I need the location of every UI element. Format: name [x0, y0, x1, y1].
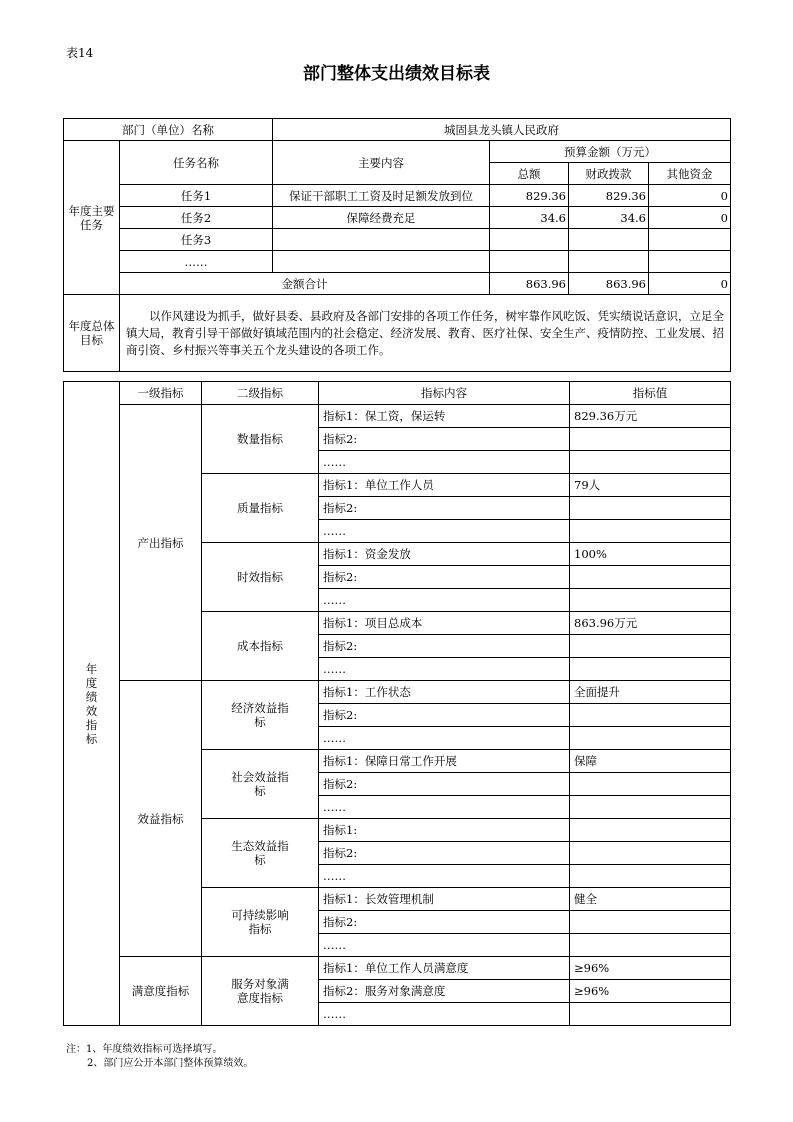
indicator-value: [570, 428, 731, 451]
indicator-content: 指标2:: [319, 911, 570, 934]
indicator-content: 指标1：工作状态: [319, 681, 570, 704]
indicator-value: 全面提升: [570, 681, 731, 704]
indicator-content: 指标2:: [319, 773, 570, 796]
indicator-value: [570, 520, 731, 543]
indicator-value: [570, 727, 731, 750]
task-content: 保证干部职工工资及时足额发放到位: [273, 185, 490, 207]
indicator-content: 指标2:: [319, 428, 570, 451]
indicator-value: [570, 1003, 731, 1026]
indicator-value: 829.36万元: [570, 405, 731, 428]
indicator-value: [570, 796, 731, 819]
indicator-content: ……: [319, 658, 570, 681]
indicator-value: 100%: [570, 543, 731, 566]
annual-tasks-label: 年度主要任务: [64, 141, 120, 295]
indicator-content: 指标2：服务对象满意度: [319, 980, 570, 1003]
overall-text: 以作风建设为抓手，做好县委、县政府及各部门安排的各项工作任务，树牢靠作风吃饭、凭实绩说话意识，立足全镇大局，教育引导干部做好镇域范围内的社会稳定、经济发展、教育、医疗社保、安全生产、疫情防控、工业发展、招商引资、乡村振兴等事关五个龙头建设的各项工作。: [120, 295, 731, 372]
indicator-content: ……: [319, 865, 570, 888]
perf-header-level2: 二级指标: [202, 382, 319, 405]
indicator-value: [570, 819, 731, 842]
indicator-value: [570, 566, 731, 589]
level1-indicator: 效益指标: [120, 681, 202, 957]
task-fiscal: 829.36: [569, 185, 649, 207]
indicator-value: [570, 497, 731, 520]
task-fiscal: [569, 229, 649, 251]
level2-indicator: 服务对象满意度指标: [202, 957, 319, 1026]
budget-header: 预算金额（万元）: [490, 141, 731, 163]
indicator-value: [570, 842, 731, 865]
indicator-value: [570, 911, 731, 934]
indicator-content: 指标1：保工资，保运转: [319, 405, 570, 428]
perf-header-level1: 一级指标: [120, 382, 202, 405]
indicator-value: ≥96%: [570, 980, 731, 1003]
indicator-value: ≥96%: [570, 957, 731, 980]
indicator-value: [570, 658, 731, 681]
sum-other: 0: [649, 273, 731, 295]
indicator-content: ……: [319, 796, 570, 819]
sum-row: [64, 273, 731, 295]
task-fiscal: [569, 251, 649, 273]
page-title: 部门整体支出绩效目标表: [303, 64, 490, 84]
main-content-header: 主要内容: [273, 141, 490, 185]
indicator-content: ……: [319, 727, 570, 750]
indicator-content: ……: [319, 589, 570, 612]
indicator-value: [570, 589, 731, 612]
indicator-content: ……: [319, 520, 570, 543]
indicator-value: [570, 934, 731, 957]
indicator-content: ……: [319, 1003, 570, 1026]
level1-indicator: 产出指标: [120, 405, 202, 681]
task-other: [649, 251, 731, 273]
indicator-value: [570, 451, 731, 474]
table-number: 表14: [66, 46, 94, 60]
level2-indicator: 可持续影响指标: [202, 888, 319, 957]
task-total: [490, 229, 569, 251]
budget-col-total: 总额: [490, 163, 569, 185]
level2-indicator: 质量指标: [202, 474, 319, 543]
budget-table: [63, 118, 731, 372]
task-total: [490, 251, 569, 273]
indicator-content: 指标2:: [319, 842, 570, 865]
task-other: [649, 229, 731, 251]
level2-indicator: 经济效益指标: [202, 681, 319, 750]
task-row: [64, 207, 731, 229]
indicator-content: 指标1：资金发放: [319, 543, 570, 566]
sum-total: 863.96: [490, 273, 569, 295]
task-name: 任务1: [120, 185, 273, 207]
indicator-value: 保障: [570, 750, 731, 773]
indicator-value: 健全: [570, 888, 731, 911]
budget-col-fiscal: 财政拨款: [569, 163, 649, 185]
indicator-content: 指标2:: [319, 635, 570, 658]
task-content: 保障经费充足: [273, 207, 490, 229]
level2-indicator: 生态效益指标: [202, 819, 319, 888]
perf-label: 年度绩效指标: [64, 382, 120, 1026]
task-name: ……: [120, 251, 273, 273]
performance-table: [63, 381, 731, 1026]
indicator-content: 指标1：保障日常工作开展: [319, 750, 570, 773]
budget-col-other: 其他资金: [649, 163, 731, 185]
indicator-value: [570, 865, 731, 888]
indicator-value: [570, 704, 731, 727]
level2-indicator: 社会效益指标: [202, 750, 319, 819]
task-row: [64, 229, 731, 251]
level2-indicator: 成本指标: [202, 612, 319, 681]
indicator-content: ……: [319, 451, 570, 474]
task-row: [64, 251, 731, 273]
task-other: 0: [649, 185, 731, 207]
indicator-row: [64, 405, 731, 428]
task-total: 34.6: [490, 207, 569, 229]
indicator-content: 指标2:: [319, 566, 570, 589]
task-name: 任务3: [120, 229, 273, 251]
indicator-content: 指标1:: [319, 819, 570, 842]
task-name: 任务2: [120, 207, 273, 229]
perf-header-content: 指标内容: [319, 382, 570, 405]
task-fiscal: 34.6: [569, 207, 649, 229]
indicator-content: 指标1：单位工作人员: [319, 474, 570, 497]
indicator-row: [64, 681, 731, 704]
indicator-value: [570, 635, 731, 658]
sum-label: 金额合计: [120, 273, 490, 295]
indicator-content: 指标1：单位工作人员满意度: [319, 957, 570, 980]
indicator-content: 指标1：项目总成本: [319, 612, 570, 635]
indicator-value: 863.96万元: [570, 612, 731, 635]
task-other: 0: [649, 207, 731, 229]
task-content: [273, 251, 490, 273]
level2-indicator: 时效指标: [202, 543, 319, 612]
footnote: 注：1、年度绩效指标可选择填写。: [66, 1044, 223, 1055]
overall-label: 年度总体目标: [64, 295, 120, 372]
indicator-row: [64, 957, 731, 980]
indicator-content: 指标2:: [319, 497, 570, 520]
task-content: [273, 229, 490, 251]
level2-indicator: 数量指标: [202, 405, 319, 474]
indicator-content: ……: [319, 934, 570, 957]
indicator-value: [570, 773, 731, 796]
indicator-content: 指标1：长效管理机制: [319, 888, 570, 911]
footnotes: [66, 1043, 253, 1071]
footnote: 2、部门应公开本部门整体预算绩效。: [87, 1058, 254, 1069]
indicator-content: 指标2:: [319, 704, 570, 727]
sum-fiscal: 863.96: [569, 273, 649, 295]
task-row: [64, 185, 731, 207]
level1-indicator: 满意度指标: [120, 957, 202, 1026]
perf-header-value: 指标值: [570, 382, 731, 405]
task-name-header: 任务名称: [120, 141, 273, 185]
indicator-value: 79人: [570, 474, 731, 497]
dept-label: 部门（单位）名称: [64, 119, 273, 141]
dept-name: 城固县龙头镇人民政府: [273, 119, 731, 141]
task-total: 829.36: [490, 185, 569, 207]
